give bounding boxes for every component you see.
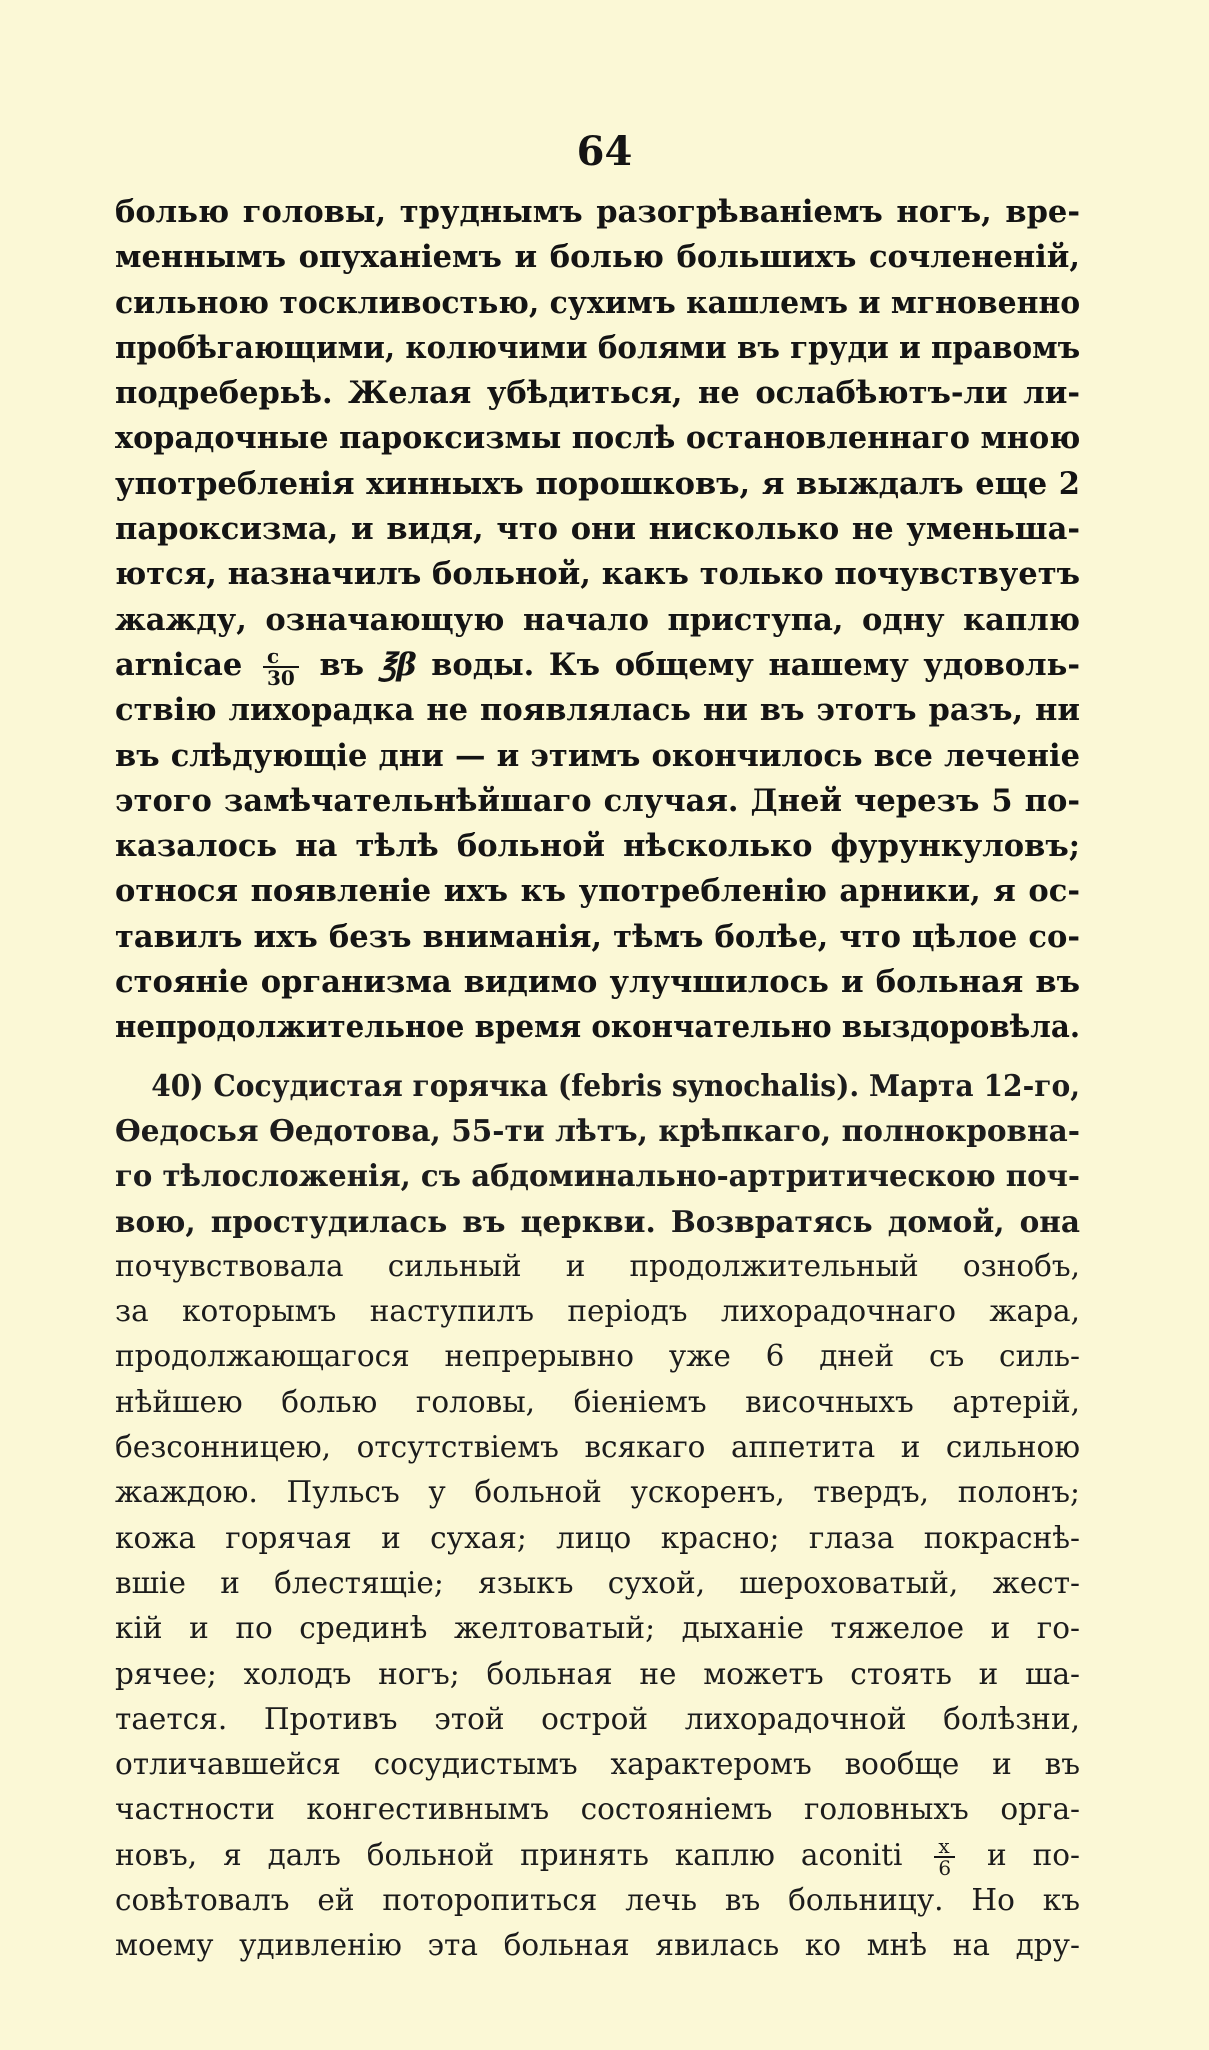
text-line: употребленія хинныхъ порошковъ, я выждалъ еще 2: [115, 465, 1080, 502]
page-number: 64: [576, 128, 633, 175]
text-line: Ѳедосья Ѳедотова, 55-ти лѣтъ, крѣпкаго, полнокровна-: [115, 1112, 1080, 1148]
text-line: пробѣгающими, колючими болями въ груди и правомъ: [115, 329, 1081, 366]
text-line: продолжающагося непрерывно уже 6 дней съ силь-: [115, 1339, 1080, 1374]
text-line: меннымъ опуханіемъ и болью большихъ сочленeній,: [115, 239, 1080, 276]
formula-text-after: воды. Къ общему нашему удоволь-: [431, 646, 1080, 683]
text-line: тается. Противъ этой острой лихорадочной болѣзни,: [115, 1701, 1080, 1736]
formula-text-after: и по-: [987, 1837, 1081, 1872]
text-line: го тѣлосложенія, съ абдоминально-артритическою поч-: [115, 1158, 1080, 1194]
text-line: подреберьѣ. Желая убѣдиться, не ослабѣютъ-ли ли-: [115, 375, 1080, 412]
text-line: въ слѣдующіе дни — и этимъ окончилось все леченіе: [115, 737, 1080, 774]
text-line: рячее; холодъ ногъ; больная не можетъ стоять и ша-: [115, 1656, 1080, 1691]
text-line: частности конгестивнымъ состояніемъ головныхъ орга-: [115, 1792, 1080, 1827]
text-line: этого замѣчательнѣйшаго случая. Дней черезъ 5 по-: [115, 782, 1080, 819]
fraction-denominator: 30: [266, 665, 295, 690]
text-line: жажду, означающую начало приступа, одну каплю: [115, 601, 1080, 638]
apothecary-symbol: ℥β: [378, 646, 417, 683]
text-line: стояніе организма видимо улучшилось и больная въ: [115, 964, 1080, 1001]
text-line: почувствовала сильный и продолжительный ознобъ,: [115, 1248, 1080, 1283]
text-line: отличавшейся сосудистымъ характеромъ вообще и въ: [115, 1747, 1080, 1782]
text-line: относя появленіе ихъ къ употребленію арники, я ос-: [115, 873, 1080, 910]
text-line: вшіе и блестящіе; языкъ сухой, шероховатый, жест-: [115, 1565, 1080, 1600]
text-line: хорадочные пароксизмы послѣ остановленнаго мною: [115, 420, 1081, 457]
text-line: непродолжительное время окончательно выздоровѣла.: [115, 1009, 1081, 1046]
potency-fraction: [263, 643, 299, 690]
text-line: безсонницею, отсутствіемъ всякаго аппетита и сильною: [115, 1430, 1080, 1465]
text-line: кій и по срединѣ желтоватый; дыханіе тяжелое и го-: [115, 1611, 1080, 1646]
paragraph-2: [115, 1063, 1080, 1969]
text-line: кожа горячая и сухая; лицо красно; глаза покраснѣ-: [115, 1520, 1080, 1555]
text-line: совѣтовалъ ей поторопиться лечь въ больницу. Но къ: [115, 1882, 1080, 1917]
fraction-numerator: x: [934, 1836, 955, 1858]
potency-fraction: [934, 1833, 955, 1880]
formula-line: [115, 643, 1080, 688]
formula-text-middle: въ: [319, 646, 365, 683]
text-line: нѣйшею болью головы, біеніемъ височныхъ артерій,: [115, 1384, 1080, 1419]
text-body: [115, 190, 1080, 1969]
formula-text-before: новъ, я далъ больной принять каплю aconiti: [115, 1837, 903, 1872]
text-line: тавилъ ихъ безъ вниманія, тѣмъ болѣе, что цѣлое со-: [115, 918, 1080, 955]
formula-line: [115, 1833, 1080, 1878]
text-line: ются, назначилъ больной, какъ только почувствуетъ: [115, 556, 1080, 593]
formula-text-before: arnicae: [115, 646, 243, 683]
text-line: пароксизма, и видя, что они нисколько не уменьша-: [115, 511, 1080, 548]
case-heading-line: 40) Сосудистая горячка (febris synochalis). Марта 12-го,: [151, 1067, 1080, 1103]
text-line: казалось на тѣлѣ больной нѣсколько фурункуловъ;: [115, 828, 1080, 865]
paragraph-1: [115, 190, 1080, 1051]
text-line: жаждою. Пульсъ у больной ускоренъ, твердъ, полонъ;: [115, 1475, 1080, 1510]
text-line: вою, простудилась въ церкви. Возвратясь домой, она: [115, 1203, 1080, 1239]
text-line: моему удивленію эта больная явилась ко мнѣ на дру-: [115, 1928, 1080, 1963]
text-line: сильною тоскливостью, сухимъ кашлемъ и мгновенно: [115, 284, 1081, 321]
paragraph-gap: [115, 1051, 1080, 1063]
fraction-numerator: c: [263, 646, 299, 668]
text-line: болью головы, труднымъ разогрѣваніемъ ногъ, вре-: [115, 194, 1080, 230]
text-line: за которымъ наступилъ періодъ лихорадочнаго жара,: [115, 1294, 1080, 1329]
fraction-denominator: 6: [938, 1855, 952, 1880]
text-line: ствію лихорадка не появлялась ни въ этотъ разъ, ни: [115, 692, 1080, 729]
